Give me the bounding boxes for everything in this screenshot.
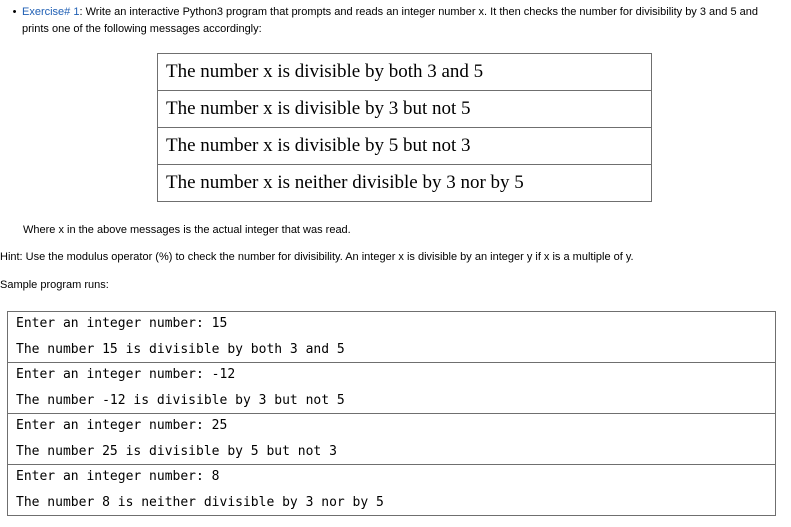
run-output: The number 8 is neither divisible by 3 nor by 5: [16, 495, 384, 510]
sample-label: Sample program runs:: [0, 279, 109, 291]
hint-note: Hint: Use the modulus operator (%) to check the number for divisibility. An integer x is divisible by an integer y if x is a multiple of y.: [0, 251, 634, 263]
message-cell: The number x is divisible by both 3 and 5: [158, 54, 652, 91]
table-row: [158, 128, 652, 165]
table-row: [158, 54, 652, 91]
table-row: [158, 165, 652, 202]
exercise-text-2: prints one of the following messages accordingly:: [22, 23, 262, 35]
run-output: The number -12 is divisible by 3 but not 5: [16, 393, 345, 408]
message-cell: The number x is neither divisible by 3 nor by 5: [158, 165, 652, 202]
exercise-description: [7, 4, 785, 38]
bullet-icon: •: [12, 6, 17, 18]
run-output: The number 25 is divisible by 5 but not 3: [16, 444, 337, 459]
exercise-label: Exercise# 1: [22, 6, 80, 18]
exercise-line-1: [7, 4, 785, 21]
message-cell: The number x is divisible by 5 but not 3: [158, 128, 652, 165]
run-prompt: Enter an integer number: 15: [16, 316, 228, 331]
table-row: [158, 91, 652, 128]
exercise-text-1: : Write an interactive Python3 program that prompts and reads an integer number x. It then checks the number for divisibility by 3 and 5 and: [79, 6, 758, 18]
run-prompt: Enter an integer number: -12: [8, 362, 775, 387]
where-note: Where x in the above messages is the actual integer that was read.: [23, 224, 351, 236]
run-output: The number 15 is divisible by both 3 and 5: [16, 342, 345, 357]
run-prompt: Enter an integer number: 8: [8, 464, 775, 489]
sample-runs-box: [7, 311, 776, 516]
run-prompt: Enter an integer number: 25: [8, 413, 775, 438]
messages-table: [157, 53, 652, 202]
message-cell: The number x is divisible by 3 but not 5: [158, 91, 652, 128]
